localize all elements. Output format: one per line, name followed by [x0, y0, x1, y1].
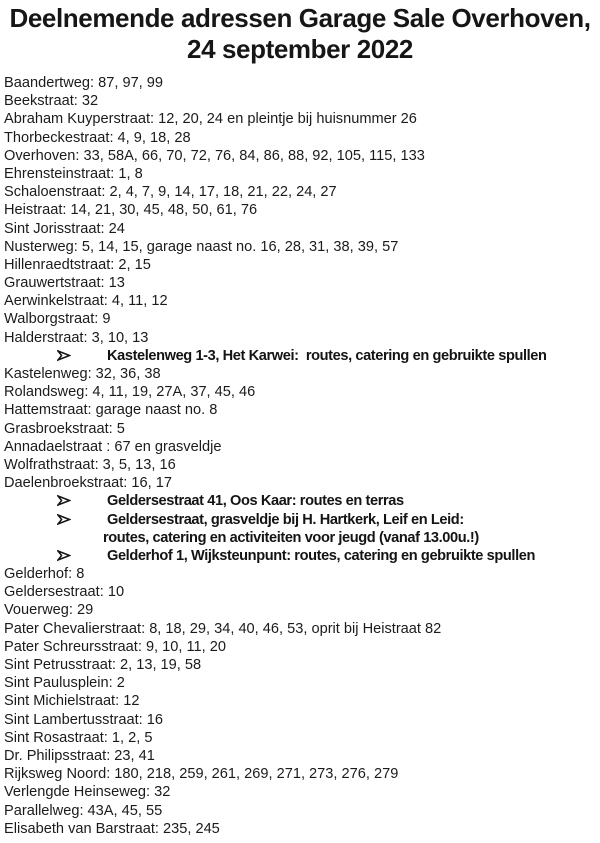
address-text: Annadaelstraat : 67 en grasveldje: [4, 438, 222, 455]
address-text: Sint Petrusstraat: 2, 13, 19, 58: [4, 657, 202, 673]
address-line: [4, 638, 600, 656]
address-line: [4, 529, 600, 547]
page-title: [0, 0, 600, 65]
arrow-bullet-icon: [57, 511, 107, 529]
address-text: Rijksweg Noord: 180, 218, 259, 261, 269, 271, 273, 276, 279: [4, 766, 399, 783]
address-text: Sint Michielstraat: 12: [4, 693, 140, 710]
highlight-line: [4, 547, 600, 565]
address-text: Sint Rosastraat: 1, 2, 5: [4, 729, 153, 746]
address-text: Rolandsweg: 4, 11, 19, 27A, 37, 45, 46: [4, 384, 256, 401]
address-line: [4, 201, 600, 219]
address-line: [4, 147, 600, 165]
address-text: Sint Paulusplein: 2: [4, 675, 125, 692]
address-line: [4, 238, 600, 256]
address-text: Wolfrathstraat: 3, 5, 13, 16: [4, 456, 176, 473]
address-text: Thorbeckestraat: 4, 9, 18, 28: [4, 129, 191, 146]
address-text: Ehrensteinstraat: 1, 8: [4, 165, 143, 182]
address-line: [4, 383, 600, 401]
address-text: Nusterweg: 5, 14, 15, garage naast no. 16, 28, 31, 38, 39, 57: [4, 238, 399, 255]
address-line: [4, 802, 600, 820]
address-text: Abraham Kuyperstraat: 12, 20, 24 en pleintje bij huisnummer 26: [4, 111, 417, 128]
address-text: Geldersestraat, grasveldje bij H. Hartkerk, Leif en Leid:: [107, 511, 464, 528]
address-text: Geldersestraat: 10: [4, 584, 125, 601]
address-text: Overhoven: 33, 58A, 66, 70, 72, 76, 84, 86, 88, 92, 105, 115, 133: [4, 147, 425, 164]
address-text: Gelderhof 1, Wijksteunpunt: routes, catering en gebruikte spullen: [107, 547, 535, 564]
address-text: Daelenbroekstraat: 16, 17: [4, 475, 172, 492]
address-line: [4, 783, 600, 801]
address-text: Sint Jorisstraat: 24: [4, 220, 125, 237]
address-line: [4, 656, 600, 674]
address-text: Parallelweg: 43A, 45, 55: [4, 802, 163, 819]
address-text: Heistraat: 14, 21, 30, 45, 48, 50, 61, 76: [4, 202, 258, 219]
address-text: Walborgstraat: 9: [4, 311, 111, 328]
address-line: [4, 256, 600, 274]
address-line: [4, 674, 600, 692]
address-line: [4, 74, 600, 92]
address-line: [4, 747, 600, 765]
address-line: [4, 310, 600, 328]
highlight-line: [4, 492, 600, 510]
address-line: [4, 729, 600, 747]
address-text: Baandertweg: 87, 97, 99: [4, 75, 164, 91]
highlight-line: [4, 511, 600, 529]
highlight-line: [4, 347, 600, 365]
address-text: Sint Lambertusstraat: 16: [4, 711, 163, 728]
address-line: [4, 183, 600, 201]
address-text: Beekstraat: 32: [4, 93, 99, 110]
address-line: [4, 474, 600, 492]
address-line: [4, 274, 600, 292]
page-title-line2: 24 september 2022: [187, 34, 413, 64]
address-line: [4, 456, 600, 474]
address-line: [4, 129, 600, 147]
address-line: [4, 692, 600, 710]
address-text: Vouerweg: 29: [4, 602, 94, 619]
address-list: [0, 74, 600, 838]
address-line: [4, 420, 600, 438]
page-title-line1: Deelnemende adressen Garage Sale Overhoven,: [9, 3, 591, 33]
address-line: [4, 401, 600, 419]
address-line: [4, 365, 600, 383]
address-text: Gelderhof: 8: [4, 566, 85, 583]
address-line: [4, 92, 600, 110]
address-line: [4, 220, 600, 238]
address-text: Pater Schreursstraat: 9, 10, 11, 20: [4, 638, 226, 655]
arrow-bullet-icon: [57, 492, 107, 510]
address-line: [4, 329, 600, 347]
address-text: Dr. Philipsstraat: 23, 41: [4, 747, 155, 764]
address-text: Hillenraedtstraat: 2, 15: [4, 256, 151, 273]
address-text: routes, catering en activiteiten voor jeugd (vanaf 13.00u.!): [103, 529, 479, 546]
address-text: Elisabeth van Barstraat: 235, 245: [4, 820, 220, 837]
address-line: [4, 820, 600, 838]
address-line: [4, 765, 600, 783]
address-line: [4, 565, 600, 583]
address-line: [4, 583, 600, 601]
address-line: [4, 165, 600, 183]
address-line: [4, 110, 600, 128]
address-line: [4, 711, 600, 729]
address-text: Aerwinkelstraat: 4, 11, 12: [4, 293, 168, 310]
address-text: Halderstraat: 3, 10, 13: [4, 329, 149, 346]
address-line: [4, 292, 600, 310]
arrow-bullet-icon: [57, 547, 107, 565]
address-line: [4, 620, 600, 638]
address-text: Grauwertstraat: 13: [4, 275, 125, 292]
address-line: [4, 438, 600, 456]
address-text: Schaloenstraat: 2, 4, 7, 9, 14, 17, 18, 21, 22, 24, 27: [4, 184, 337, 201]
address-text: Kastelenweg 1-3, Het Karwei: routes, catering en gebruikte spullen: [107, 347, 547, 364]
arrow-bullet-icon: [57, 347, 107, 365]
address-line: [4, 601, 600, 619]
address-text: Pater Chevalierstraat: 8, 18, 29, 34, 40, 46, 53, oprit bij Heistraat 82: [4, 620, 442, 637]
address-text: Kastelenweg: 32, 36, 38: [4, 366, 161, 382]
address-text: Hattemstraat: garage naast no. 8: [4, 402, 218, 419]
address-text: Verlengde Heinseweg: 32: [4, 784, 171, 801]
address-text: Geldersestraat 41, Oos Kaar: routes en terras: [107, 493, 404, 510]
address-text: Grasbroekstraat: 5: [4, 420, 125, 437]
